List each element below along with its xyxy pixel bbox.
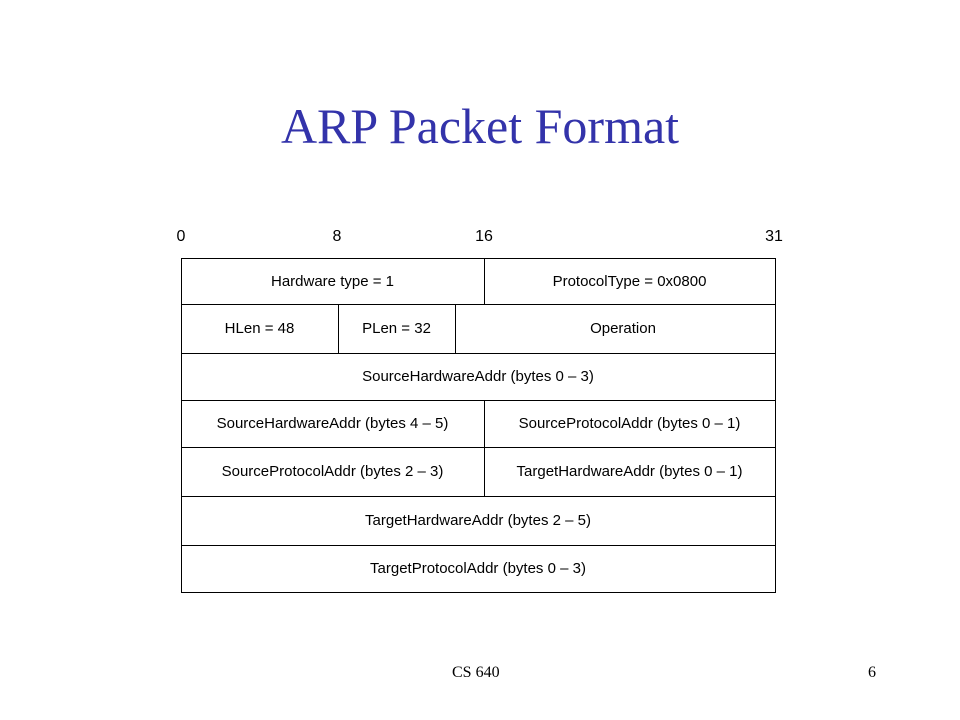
field-hardware-type: Hardware type = 1 xyxy=(271,272,394,290)
arp-packet-diagram xyxy=(181,258,776,593)
bit-label-16: 16 xyxy=(475,228,493,245)
field-operation: Operation xyxy=(590,320,656,337)
bit-label-0: 0 xyxy=(176,228,186,245)
footer-page-number: 6 xyxy=(868,664,876,681)
field-hlen: HLen = 48 xyxy=(224,320,295,337)
packet-right-border xyxy=(775,258,776,593)
field-protocol-type: ProtocolType = 0x0800 xyxy=(552,272,707,290)
bit-label-8: 8 xyxy=(332,228,342,245)
field-target-hardware-addr-2-5: TargetHardwareAddr (bytes 2 – 5) xyxy=(365,512,591,529)
field-source-protocol-addr-0-1: SourceProtocolAddr (bytes 0 – 1) xyxy=(518,415,741,432)
field-target-protocol-addr-0-3: TargetProtocolAddr (bytes 0 – 3) xyxy=(370,560,586,577)
field-source-hardware-addr-0-3: SourceHardwareAddr (bytes 0 – 3) xyxy=(362,368,594,385)
field-source-hardware-addr-4-5: SourceHardwareAddr (bytes 4 – 5) xyxy=(216,415,449,432)
bit-label-31: 31 xyxy=(765,228,783,245)
field-plen: PLen = 32 xyxy=(362,320,431,337)
field-source-protocol-addr-2-3: SourceProtocolAddr (bytes 2 – 3) xyxy=(221,463,444,480)
slide-title: ARP Packet Format xyxy=(280,98,680,154)
packet-bottom-border xyxy=(181,592,776,593)
field-target-hardware-addr-0-1: TargetHardwareAddr (bytes 0 – 1) xyxy=(516,463,743,480)
footer-course: CS 640 xyxy=(452,664,500,681)
